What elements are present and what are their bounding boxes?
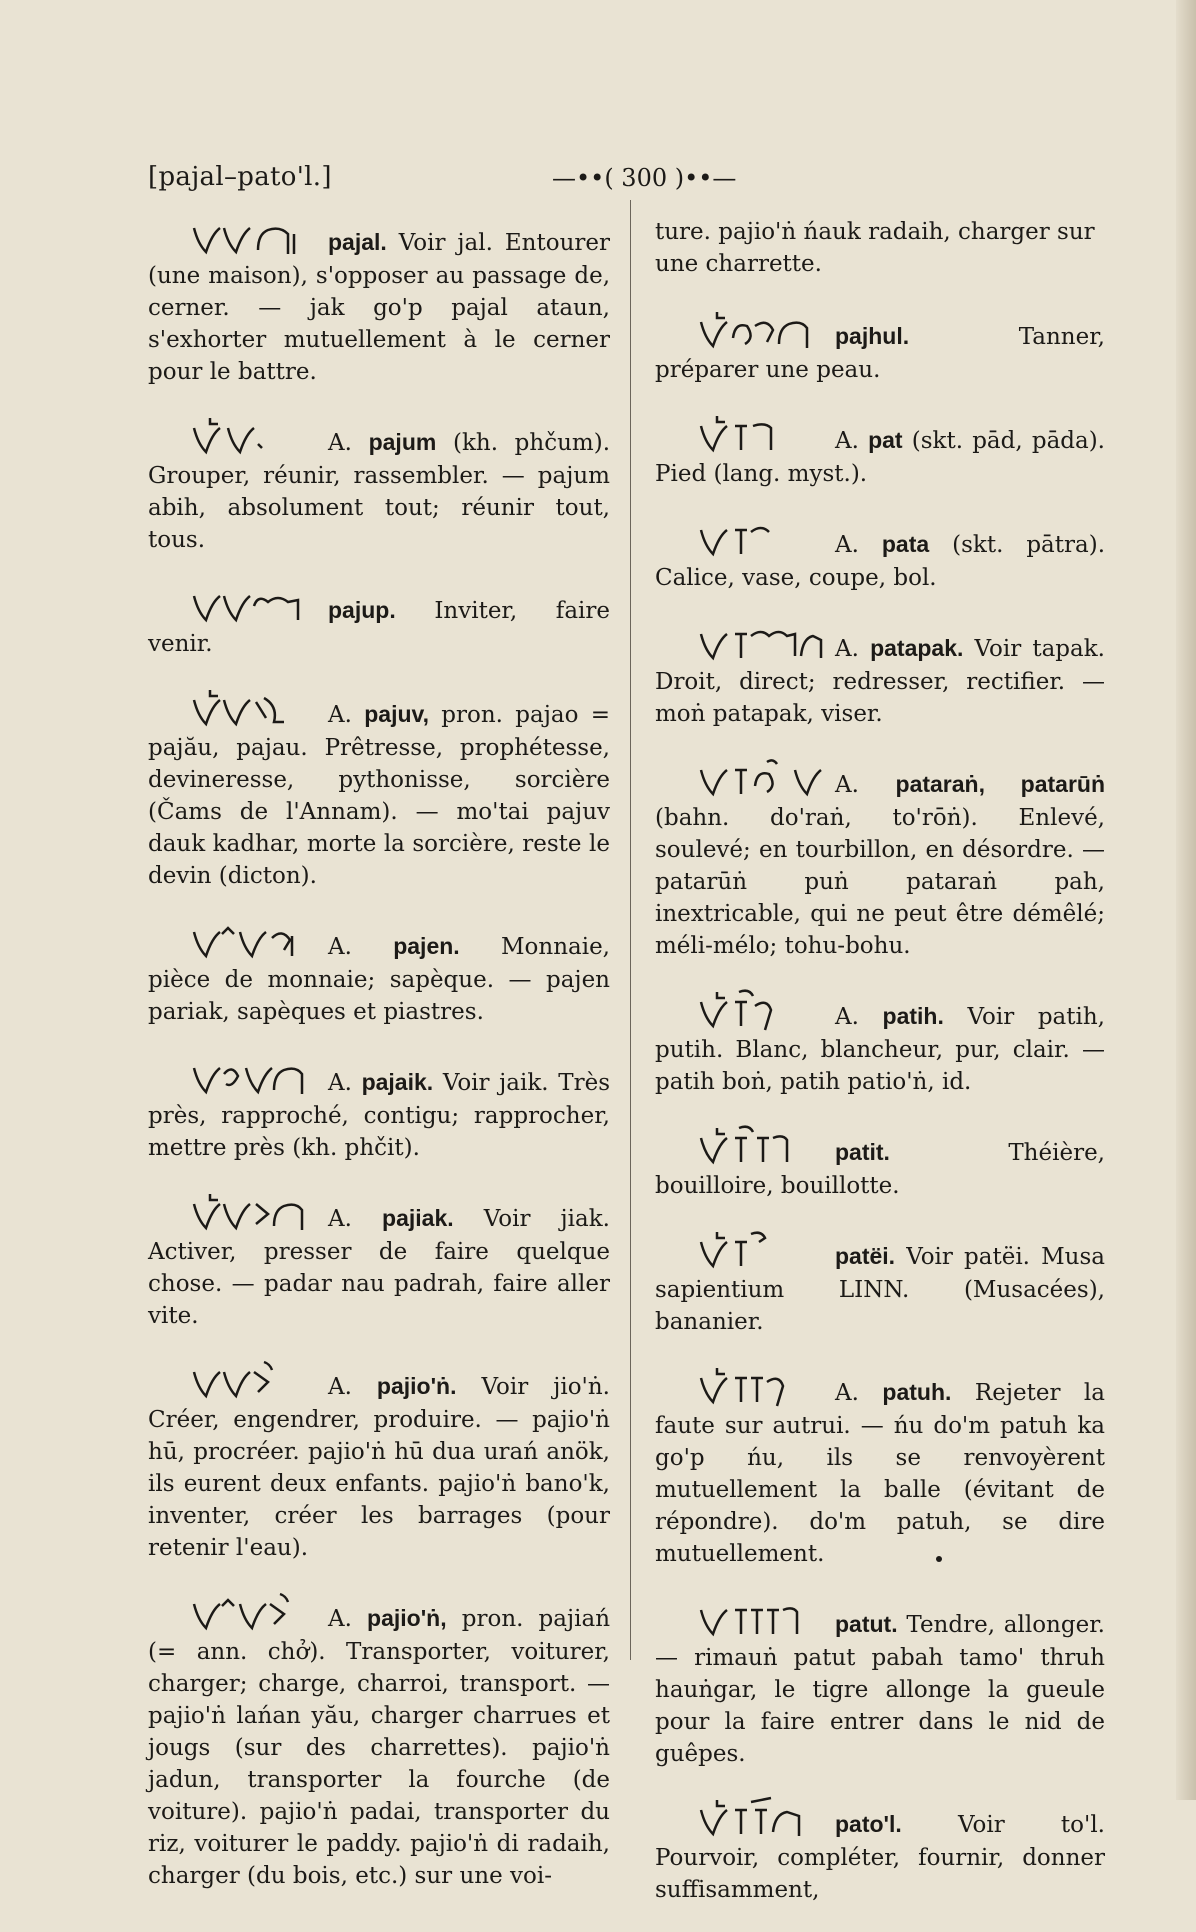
dictionary-entry-continued: ture. pajio'ṅ ńauk radaih, charger sur une charrette. — [655, 219, 1095, 277]
cham-script-glyph — [695, 1228, 827, 1274]
dictionary-entry: pajup. Inviter, faire venir. — [148, 582, 610, 660]
cham-script-glyph — [188, 1358, 320, 1404]
headword: patih. — [882, 1003, 944, 1029]
headword: pataraṅ, patarūṅ — [895, 771, 1105, 797]
cham-script-glyph — [695, 1364, 827, 1410]
dictionary-entry: A. patih. Voir patih, putih. Blanc, blancheur, pur, clair. — patih boṅ, patih patio'ṅ, id. — [655, 988, 1105, 1098]
cham-script-glyph — [188, 214, 320, 260]
cham-script-glyph — [695, 1596, 827, 1642]
dictionary-entry: A. pajen. Monnaie, pièce de monnaie; sapèque. — pajen pariak, sapèques et piastres. — [148, 918, 610, 1028]
headword: pat — [868, 427, 903, 453]
headword: patapak. — [870, 635, 964, 661]
headword: pato'l. — [835, 1811, 902, 1837]
cham-script-glyph — [695, 308, 827, 354]
headword: pajuv, — [364, 701, 429, 727]
running-head: [pajal–pato'l.] — [148, 162, 332, 192]
page-number: —••( 300 )••— — [552, 164, 737, 192]
dictionary-entry: A. pajio'ṅ, pron. pajiań (= ann. chở). Transporter, voiturer, charger; charge, charroi, transport. — pajio'ṅ lańan yău, charger charrues et jougs (sur des charrettes). pajio'ṅ jadun, transporter la fourche (de voiture). pajio'ṅ padai, transporter du riz, voiturer le paddy. pajio'ṅ di radaih, charger (du bois, etc.) sur une voi- — [148, 1590, 610, 1892]
dictionary-entry: A. patuh. Rejeter la faute sur autrui. — ńu do'm patuh ka go'p ńu, ils se renvoyèrent mutuellement la balle (évitant de répondre). do'm patuh, se dire mutuellement. — [655, 1364, 1105, 1570]
dictionary-entry: A. pajio'ṅ. Voir jio'ṅ. Créer, engendrer, produire. — pajio'ṅ hū, procréer. pajio'ṅ hū dua urań anök, ils eurent deux enfants. pajio'ṅ bano'k, inventer, créer les barrages (pour retenir l'eau). — [148, 1358, 610, 1564]
dictionary-entry: A. pajiak. Voir jiak. Activer, presser de faire quelque chose. — padar nau padrah, faire aller vite. — [148, 1190, 610, 1332]
headword: pajio'ṅ, — [367, 1605, 447, 1631]
dictionary-entry: patëi. Voir patëi. Musa sapientium LINN. (Musacées), bananier. — [655, 1228, 1105, 1338]
headword: pajhul. — [835, 323, 910, 349]
left-column — [148, 214, 610, 1918]
headword: pajio'ṅ. — [376, 1373, 457, 1399]
cham-script-glyph — [188, 1190, 320, 1236]
headword: pajaik. — [361, 1069, 434, 1095]
cham-script-glyph — [695, 756, 827, 802]
cham-script-glyph — [188, 1054, 320, 1100]
cham-script-glyph — [695, 412, 827, 458]
dictionary-entry: A. pajum (kh. phčum). Grouper, réunir, rassembler. — pajum abih, absolument tout; réunir tout, tous. — [148, 414, 610, 556]
headword: pajup. — [328, 597, 396, 623]
headword: patut. — [835, 1611, 898, 1637]
dictionary-entry: A. pajuv, pron. pajao = pajău, pajau. Prêtresse, prophétesse, devineresse, pythonisse, sorcière (Čams de l'Annam). — mo'tai pajuv dauk kadhar, morte la sorcière, reste le devin (dicton). — [148, 686, 610, 892]
headword: patëi. — [835, 1243, 896, 1269]
headword: pajiak. — [382, 1205, 454, 1231]
ink-dot — [936, 1556, 942, 1562]
dictionary-entry: patit. Théière, bouilloire, bouillotte. — [655, 1124, 1105, 1202]
right-column — [655, 216, 1105, 1932]
dictionary-entry: A. pata (skt. pātra). Calice, vase, coupe, bol. — [655, 516, 1105, 594]
cham-script-glyph — [188, 918, 320, 964]
headword: pata — [881, 531, 930, 557]
dictionary-entry: pajal. Voir jal. Entourer (une maison), s'opposer au passage de, cerner. — jak go'p pajal ataun, s'exhorter mutuellement à le cerner pour le battre. — [148, 214, 610, 388]
cham-script-glyph — [695, 988, 827, 1034]
headword: pajum — [368, 429, 437, 455]
cham-script-glyph — [695, 1796, 827, 1842]
headword: pajal. — [328, 229, 387, 255]
dictionary-entry: A. patapak. Voir tapak. Droit, direct; redresser, rectifier. — moṅ patapak, viser. — [655, 620, 1105, 730]
page-edge — [1176, 0, 1196, 1800]
dictionary-entry: pato'l. Voir to'l. Pourvoir, compléter, fournir, donner suffisamment, — [655, 1796, 1105, 1906]
dictionary-entry: pajhul. Tanner, préparer une peau. — [655, 308, 1105, 386]
cham-script-glyph — [188, 1590, 320, 1636]
cham-script-glyph — [695, 1124, 827, 1170]
headword: pajen. — [393, 933, 460, 959]
column-divider — [630, 200, 631, 1660]
dictionary-entry: A. pajaik. Voir jaik. Très près, rapproché, contigu; rapprocher, mettre près (kh. phčit). — [148, 1054, 610, 1164]
cham-script-glyph — [695, 516, 827, 562]
headword: patuh. — [882, 1379, 952, 1405]
cham-script-glyph — [188, 582, 320, 628]
dictionary-entry: patut. Tendre, allonger. — rimauṅ patut pabah tamo' thruh hauṅgar, le tigre allonge la gueule pour la faire entrer dans le nid de guêpes. — [655, 1596, 1105, 1770]
cham-script-glyph — [188, 414, 320, 460]
dictionary-entry: A. pat (skt. pād, pāda). Pied (lang. myst.). — [655, 412, 1105, 490]
headword: patit. — [835, 1139, 890, 1165]
cham-script-glyph — [188, 686, 320, 732]
dictionary-entry: A. pataraṅ, patarūṅ (bahn. do'raṅ, to'rōṅ). Enlevé, soulevé; en tourbillon, en désordre. — patarūṅ puṅ pataraṅ pah, inextricable, qui ne peut être démêlé; méli-mélo; tohu-bohu. — [655, 756, 1105, 962]
cham-script-glyph — [695, 620, 827, 666]
